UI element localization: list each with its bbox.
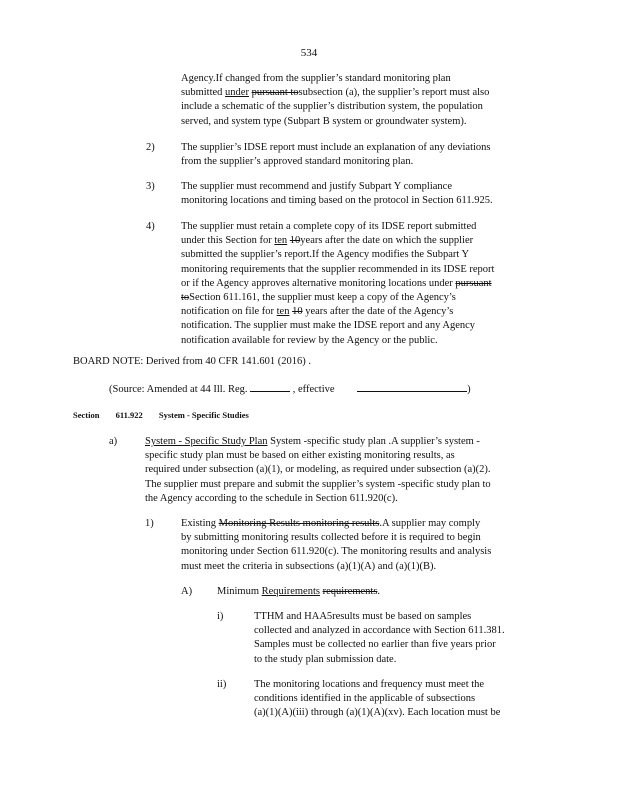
subsection-number: ii) xyxy=(217,679,227,690)
text-line: include a schematic of the supplier’s distribution system, the population xyxy=(181,101,483,113)
subsection-1-paragraph xyxy=(181,517,537,574)
text-line xyxy=(217,585,380,599)
section-number: 611.922 xyxy=(115,410,143,420)
source-middle: , effective xyxy=(292,384,335,395)
text-line: specific study plan must be based on either existing monitoring results, as xyxy=(145,450,455,462)
text-line: served, and system type (Subpart B system or groundwater system). xyxy=(181,115,467,127)
text-line: by submitting monitoring results collected before it is required to begin xyxy=(181,532,481,544)
text-line xyxy=(181,234,534,248)
subsection-number: 1) xyxy=(145,518,154,529)
subsection-A-heading xyxy=(217,585,380,599)
text-line xyxy=(181,86,534,100)
inserted-text: System - Specific Study Plan xyxy=(145,436,268,447)
inserted-text: ten xyxy=(274,235,288,247)
text-line: conditions identified in the applicable of subsections xyxy=(254,693,476,705)
text-line: Samples must be collected no earlier than five years prior xyxy=(254,639,496,651)
text-line: to the study plan submission date. xyxy=(254,653,397,665)
text-line xyxy=(181,305,534,319)
text-line: collected and analyzed in accordance with Section 611.381. xyxy=(254,625,505,637)
text-line: BOARD NOTE: Derived from 40 CFR 141.601 (2016) . xyxy=(73,356,311,367)
text-line: notification. The supplier must make the IDSE report and any Agency xyxy=(181,320,476,332)
text-line xyxy=(181,291,534,305)
subsection-number: a) xyxy=(109,436,118,447)
item-number: 3) xyxy=(146,181,155,192)
deleted-text: to xyxy=(181,292,190,304)
item-3-paragraph xyxy=(181,180,534,208)
text-line xyxy=(181,517,537,531)
text-run: subsection (a), the supplier’s report must also xyxy=(298,87,490,99)
text-run: or if the Agency approves alternative monitoring locations under xyxy=(181,277,453,289)
text-line: Agency.If changed from the supplier’s standard monitoring plan xyxy=(181,73,451,84)
text-line xyxy=(181,277,534,291)
text-run: submitted xyxy=(181,87,223,99)
item-2-paragraph xyxy=(181,141,534,169)
text-line: The supplier’s IDSE report must include an explanation of any deviations xyxy=(181,142,491,153)
text-line: monitoring under Section 611.920(c). The monitoring results and analysis xyxy=(181,546,492,558)
deleted-text: pursuant xyxy=(455,277,492,289)
blank-line xyxy=(250,381,290,392)
text-run: System -specific study plan .A supplier’s system - xyxy=(267,436,480,447)
text-line: The supplier must recommend and justify Subpart Y compliance xyxy=(181,181,452,192)
text-line: TTHM and HAA5results must be based on samples xyxy=(254,611,472,622)
text-line: The supplier must prepare and submit the supplier’s system -specific study plan to xyxy=(145,478,491,490)
deleted-text: 10 xyxy=(289,235,301,247)
subsection-number: A) xyxy=(181,586,193,597)
inserted-text: Requirements xyxy=(261,586,320,597)
source-note xyxy=(109,381,471,397)
text-run: years after the date on which the supplier xyxy=(300,235,474,247)
text-run: .A supplier may comply xyxy=(379,518,481,529)
text-line: must meet the criteria in subsections (a)(1)(A) and (a)(1)(B). xyxy=(181,560,437,572)
inserted-text: under xyxy=(225,87,249,99)
text-line: notification available for review by the Agency or the public. xyxy=(181,334,438,346)
item-4-paragraph xyxy=(181,220,534,348)
text-run: under this Section for xyxy=(181,235,272,247)
text-line: The supplier must retain a complete copy of its IDSE report submitted xyxy=(181,221,477,232)
text-run: Existing xyxy=(181,518,217,529)
text-line: submitted the supplier’s report.If the Agency modifies the Subpart Y xyxy=(181,249,470,261)
text-line: monitoring requirements that the supplier recommended in its IDSE report xyxy=(181,263,495,275)
source-prefix: (Source: Amended at 44 Ill. Reg. xyxy=(109,384,248,395)
item-number: 2) xyxy=(146,142,155,153)
text-run: notification on file for xyxy=(181,306,275,318)
subsection-ii-paragraph xyxy=(254,678,539,721)
text-run: Minimum xyxy=(217,586,260,597)
blank-line xyxy=(357,381,467,392)
section-heading xyxy=(73,410,263,420)
deleted-text: requirements xyxy=(322,586,378,597)
board-note xyxy=(73,355,311,369)
source-suffix: ) xyxy=(467,384,471,395)
section-label: Section xyxy=(73,410,100,420)
text-line: monitoring locations and timing based on the protocol in Section 611.925. xyxy=(181,195,493,207)
text-line: (a)(1)(A)(iii) through (a)(1)(A)(xv). Each location must be xyxy=(254,707,501,719)
text-line: The monitoring locations and frequency must meet the xyxy=(254,679,485,690)
text-run: years after the date of the Agency’s xyxy=(305,306,454,318)
item-number: 4) xyxy=(146,221,155,232)
inserted-text: ten xyxy=(276,306,290,318)
text-line: from the supplier’s approved standard monitoring plan. xyxy=(181,156,414,168)
text-line xyxy=(145,435,537,449)
text-line: the Agency according to the schedule in Section 611.920(c). xyxy=(145,492,398,504)
section-title: System - Specific Studies xyxy=(158,410,249,420)
deleted-text: 10 xyxy=(292,306,303,318)
deleted-text: pursuant to xyxy=(251,87,299,99)
text-run: Section 611.161, the supplier must keep a copy of the Agency’s xyxy=(189,292,456,304)
intro-paragraph xyxy=(181,72,534,129)
subsection-number: i) xyxy=(217,611,224,622)
deleted-text: Monitoring Results monitoring results xyxy=(218,518,380,529)
text-run: . xyxy=(377,586,381,597)
subsection-i-paragraph xyxy=(254,610,532,667)
text-line: required under subsection (a)(1), or modeling, as required under subsection (a)(2). xyxy=(145,464,491,476)
subsection-a-paragraph xyxy=(145,435,537,506)
page-number: 534 xyxy=(300,47,318,59)
